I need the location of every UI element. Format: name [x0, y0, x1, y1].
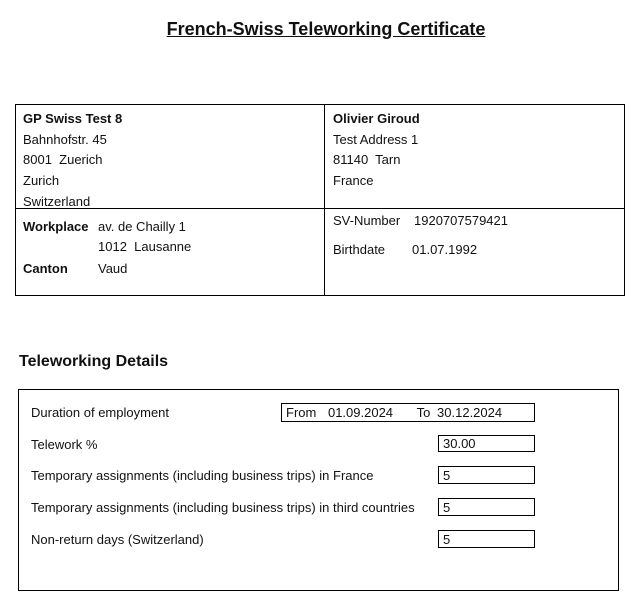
employer-street: Bahnhofstr. 45 — [23, 132, 107, 147]
employee-zip-city: 81140 Tarn — [333, 152, 401, 167]
employer-zip-city: 8001 Zuerich — [23, 152, 103, 167]
canton-label: Canton — [23, 261, 68, 276]
nonreturn-input[interactable]: 5 — [438, 530, 535, 548]
employee-street: Test Address 1 — [333, 132, 419, 147]
employee-country: France — [333, 173, 374, 188]
details-heading: Teleworking Details — [19, 353, 169, 370]
employer-country: Switzerland — [23, 194, 91, 209]
employer-name: GP Swiss Test 8 — [23, 111, 123, 126]
workplace-label: Workplace — [23, 219, 89, 234]
birthdate-value: 01.07.1992 — [412, 242, 478, 257]
temp-third-label: Temporary assignments (including business trips) in third countries — [31, 500, 415, 515]
duration-from-value: 01.09.2024 — [327, 405, 394, 420]
temp-france-label: Temporary assignments (including business trips) in France — [31, 468, 374, 483]
workplace-street: av. de Chailly 1 — [98, 219, 186, 234]
duration-to-value: 30.12.2024 — [437, 405, 503, 420]
sv-number-value: 1920707579421 — [414, 213, 508, 228]
page-title: French-Swiss Teleworking Certificate — [166, 19, 486, 39]
workplace-zip-city: 1012 Lausanne — [98, 239, 192, 254]
canton-value: Vaud — [98, 261, 128, 276]
telework-input[interactable]: 30.00 — [438, 435, 535, 452]
duration-to-label: To — [416, 405, 431, 420]
employee-name: Olivier Giroud — [333, 111, 420, 126]
duration-from-label: From — [286, 405, 317, 420]
birthdate-label: Birthdate — [333, 242, 386, 257]
parties-divider — [324, 104, 325, 296]
employer-region: Zurich — [23, 173, 60, 188]
temp-france-input[interactable]: 5 — [438, 466, 535, 484]
duration-label: Duration of employment — [31, 405, 170, 420]
sv-number-label: SV-Number — [333, 213, 401, 228]
parties-row-divider — [15, 208, 625, 209]
nonreturn-label: Non-return days (Switzerland) — [31, 532, 204, 547]
telework-label: Telework % — [31, 437, 98, 452]
duration-field[interactable] — [281, 403, 535, 422]
temp-third-input[interactable]: 5 — [438, 498, 535, 516]
